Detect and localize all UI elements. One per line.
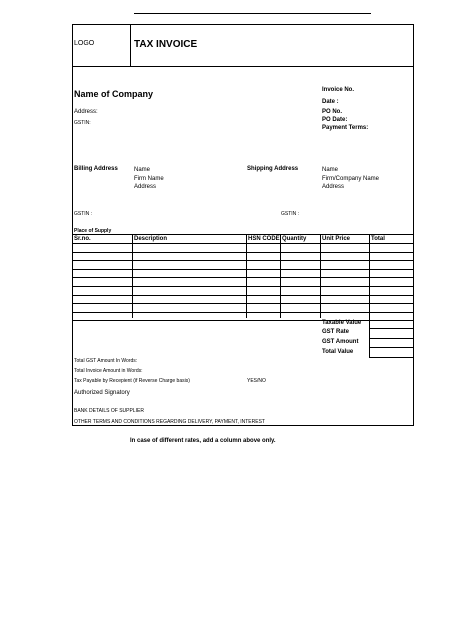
column-header-total: Total <box>371 236 385 242</box>
reverse-charge-label: Tax Payable by Recepient (if Reverse Charge basis) <box>74 378 190 384</box>
bank-details-label: BANK DETAILS OF SUPPLIER <box>74 408 144 414</box>
table-row <box>72 303 414 304</box>
shipping-address-heading: Shipping Address <box>247 166 299 172</box>
column-header-sr-no: Sr.no. <box>74 236 91 242</box>
column-header-description: Description <box>134 236 168 242</box>
company-gstin-label: GSTIN: <box>74 120 91 126</box>
totals-rule <box>369 338 414 339</box>
total-value-label: Total Value <box>322 349 354 355</box>
billing-firm-name: Firm Name <box>134 176 164 182</box>
totals-rule <box>369 347 414 348</box>
date-label: Date : <box>322 99 339 105</box>
taxable-value-label: Taxable Value <box>322 320 362 326</box>
billing-gstin: GSTIN : <box>74 211 93 217</box>
column-header-hsn-code: HSN CODE <box>248 236 280 242</box>
invoice-frame <box>72 24 414 426</box>
table-row <box>72 243 414 244</box>
column-header-unit-price: Unit Price <box>322 236 351 242</box>
table-col-divider <box>280 234 281 318</box>
logo-placeholder: LOGO <box>74 40 95 47</box>
table-col-divider <box>132 234 133 318</box>
gst-rate-label: GST Rate <box>322 329 350 335</box>
table-row <box>72 320 414 321</box>
company-address-label: Address: <box>74 109 98 115</box>
gst-amount-in-words: Total GST Amount In Words: <box>74 358 138 364</box>
reverse-charge-value: YES/NO <box>247 378 266 384</box>
table-row <box>72 312 414 313</box>
billing-address: Address <box>134 184 157 190</box>
po-no-label: PO No. <box>322 109 343 115</box>
table-row <box>72 277 414 278</box>
po-date-label: PO Date: <box>322 117 348 123</box>
terms-and-conditions: OTHER TERMS AND CONDITIONS REGARDING DELIVERY, PAYMENT, INTEREST <box>74 419 265 425</box>
table-col-divider <box>246 234 247 318</box>
authorized-signatory: Authorized Signatory <box>74 390 130 396</box>
logo-divider <box>130 24 131 66</box>
invoice-amount-in-words: Total Invoice Amount in Words: <box>74 368 143 374</box>
gst-amount-label: GST Amount <box>322 339 359 345</box>
shipping-address: Address <box>322 184 345 190</box>
invoice-no-label: Invoice No. <box>322 87 355 93</box>
table-col-divider <box>320 234 321 318</box>
document-title: TAX INVOICE <box>134 39 198 50</box>
shipping-gstin: GSTIN : <box>281 211 300 217</box>
table-top-rule <box>72 234 414 235</box>
rates-note: In case of different rates, add a column above only. <box>130 438 276 444</box>
shipping-name: Name <box>322 167 339 173</box>
company-name: Name of Company <box>74 89 154 99</box>
payment-terms-label: Payment Terms: <box>322 125 369 131</box>
header-divider <box>72 66 414 67</box>
table-row <box>72 286 414 287</box>
table-row <box>72 269 414 270</box>
billing-name: Name <box>134 167 151 173</box>
totals-rule <box>369 357 414 358</box>
table-row <box>72 295 414 296</box>
table-row <box>72 260 414 261</box>
totals-rule <box>369 328 414 329</box>
column-header-quantity: Quantity <box>282 236 307 242</box>
billing-address-heading: Billing Address <box>74 166 118 172</box>
table-row <box>72 252 414 253</box>
place-of-supply-label: Place of Supply <box>74 228 112 234</box>
shipping-firm-name: Firm/Company Name <box>322 176 380 182</box>
top-rule <box>134 13 371 14</box>
